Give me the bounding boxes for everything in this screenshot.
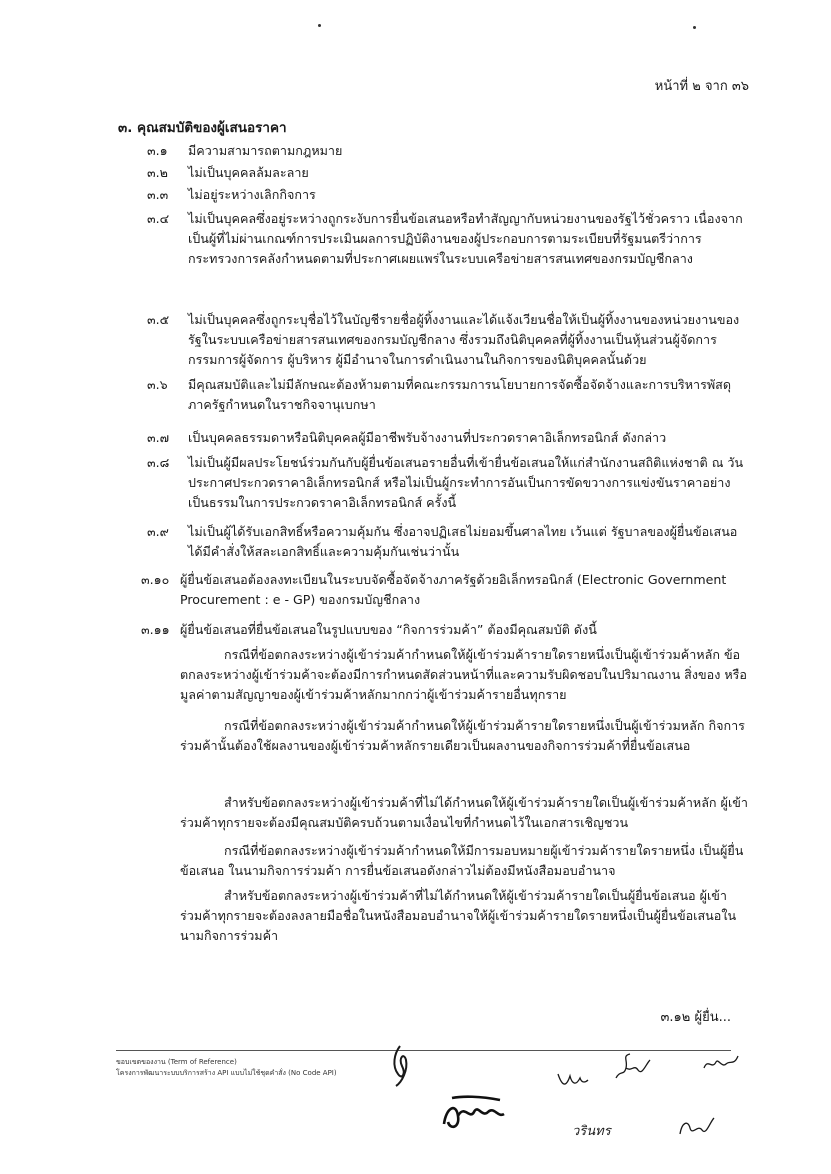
item-text: ผู้ยื่นข้อเสนอที่ยื่นข้อเสนอในรูปแบบของ “กิจการร่วมค้า” ต้องมีคุณสมบัติ ดังนี้ [180, 622, 597, 637]
item-number: ๓.๕ [147, 312, 170, 327]
item-text: ไม่เป็นบุคคลซึ่งถูกระบุชื่อไว้ในบัญชีรายชื่อผู้ทิ้งงานและได้แจ้งเวียนชื่อให้เป็นผู้ทิ้งงานของหน่วยงานของรัฐในระบบเครือข่ายสารสนเทศของกรมบัญชีกลาง ซึ่งรวมถึงนิติบุคคลที่ผู้ทิ้งงานเป็นหุ้นส่วนผู้จัดการ กรรมการผู้จัดการ ผู้บริหาร ผู้มีอำนาจในการดำเนินงานในกิจการของนิติบุคคลนั้นด้วย [188, 312, 740, 368]
continued-marker: ๓.๑๒ ผู้ยื่น... [660, 1010, 731, 1025]
item-number: ๓.๑๑ [141, 622, 170, 637]
item-text: ผู้ยื่นข้อเสนอต้องลงทะเบียนในระบบจัดซื้อจัดจ้างภาครัฐด้วยอิเล็กทรอนิกส์ (Electronic Government Procurement : e - GP) ของกรมบัญชีกลาง [180, 572, 727, 608]
paragraph: กรณีที่ข้อตกลงระหว่างผู้เข้าร่วมค้ากำหนดให้มีการมอบหมายผู้เข้าร่วมค้ารายใดรายหนึ่ง เป็นผู้ยื่นข้อเสนอ ในนามกิจการร่วมค้า การยื่นข้อเสนอดังกล่าวไม่ต้องมีหนังสือมอบอำนาจ [180, 843, 744, 879]
item-text: มีคุณสมบัติและไม่มีลักษณะต้องห้ามตามที่คณะกรรมการนโยบายการจัดซื้อจัดจ้างและการบริหารพัสดุภาครัฐกำหนดในราชกิจจานุเบกษา [188, 377, 732, 413]
signature [440, 1094, 510, 1134]
item-number: ๓.๓ [147, 187, 169, 202]
item-text: ไม่เป็นบุคคลล้มละลาย [188, 165, 309, 180]
paragraph: สำหรับข้อตกลงระหว่างผู้เข้าร่วมค้าที่ไม่ได้กำหนดให้ผู้เข้าร่วมค้ารายใดเป็นผู้เข้าร่วมค้าหลัก ผู้เข้าร่วมค้าทุกรายจะต้องมีคุณสมบัติครบถ้วนตามเงื่อนไขที่กำหนดไว้ในเอกสารเชิญชวน [180, 795, 748, 831]
paragraph: กรณีที่ข้อตกลงระหว่างผู้เข้าร่วมค้ากำหนดให้ผู้เข้าร่วมค้ารายใดรายหนึ่งเป็นผู้เข้าร่วมหลัก กิจการร่วมค้านั้นต้องใช้ผลงานของผู้เข้าร่วมค้าหลักรายเดียวเป็นผลงานของกิจการร่วมค้าที่ยื่นข้อเสนอ [180, 718, 745, 754]
item-text: ไม่เป็นผู้มีผลประโยชน์ร่วมกันกับผู้ยื่นข้อเสนอรายอื่นที่เข้ายื่นข้อเสนอให้แก่สำนักงานสถิติแห่งชาติ ณ วันประกาศประกวดราคาอิเล็กทรอนิกส์ หรือไม่เป็นผู้กระทำการอันเป็นการขัดขวางการแข่งขันราคาอย่างเป็นธรรมในการประกวดราคาอิเล็กทรอนิกส์ ครั้งนี้ [188, 455, 744, 511]
page-number: หน้าที่ ๒ จาก ๓๖ [654, 79, 749, 94]
item-number: ๓.๘ [147, 455, 170, 470]
item-number: ๓.๑ [147, 143, 168, 158]
item-text: ไม่เป็นผู้ได้รับเอกสิทธิ์หรือความคุ้มกัน ซึ่งอาจปฏิเสธไม่ยอมขึ้นศาลไทย เว้นแต่ รัฐบาลของผู้ยื่นข้อเสนอได้มีคำสั่งให้สละเอกสิทธิ์และความคุ้มกันเช่นว่านั้น [188, 524, 738, 560]
signature [610, 1050, 652, 1084]
item-text: มีความสามารถตามกฎหมาย [188, 143, 343, 158]
signature-name: วรินทร [572, 1124, 611, 1139]
scan-mark [693, 26, 696, 29]
signature [700, 1052, 740, 1074]
item-number: ๓.๑๐ [141, 572, 170, 587]
scan-mark [318, 24, 321, 27]
item-number: ๓.๖ [147, 377, 168, 392]
footer-line-1: ขอบเขตของงาน (Term of Reference) [116, 1058, 237, 1066]
signature [676, 1114, 716, 1140]
item-number: ๓.๗ [147, 430, 170, 445]
paragraph: สำหรับข้อตกลงระหว่างผู้เข้าร่วมค้าที่ไม่ได้กำหนดให้ผู้เข้าร่วมค้ารายใดเป็นผู้ยื่นข้อเสนอ ผู้เข้าร่วมค้าทุกรายจะต้องลงลายมือชื่อในหนังสือมอบอำนาจให้ผู้เข้าร่วมค้ารายใดรายหนึ่งเป็นผู้ยื่นข้อเสนอในนามกิจการร่วมค้า [180, 888, 737, 944]
signature [556, 1068, 590, 1092]
footer-line-2: โครงการพัฒนาระบบบริการสร้าง API แบบไม่ใช้ชุดคำสั่ง (No Code API) [116, 1069, 337, 1077]
paragraph: กรณีที่ข้อตกลงระหว่างผู้เข้าร่วมค้ากำหนดให้ผู้เข้าร่วมค้ารายใดรายหนึ่งเป็นผู้เข้าร่วมค้าหลัก ข้อตกลงระหว่างผู้เข้าร่วมค้าจะต้องมีการกำหนดสัดส่วนหน้าที่และความรับผิดชอบในปริมาณงาน สิ่งของ หรือมูลค่าตามสัญญาของผู้เข้าร่วมค้าหลักมากกว่าผู้เข้าร่วมค้ารายอื่นทุกราย [180, 647, 747, 703]
item-text: เป็นบุคคลธรรมดาหรือนิติบุคคลผู้มีอาชีพรับจ้างงานที่ประกวดราคาอิเล็กทรอนิกส์ ดังกล่าว [188, 430, 667, 445]
item-number: ๓.๒ [147, 165, 168, 180]
signature [388, 1044, 412, 1088]
item-text: ไม่เป็นบุคคลซึ่งอยู่ระหว่างถูกระงับการยื่นข้อเสนอหรือทำสัญญากับหน่วยงานของรัฐไว้ชั่วคราว เนื่องจากเป็นผู้ที่ไม่ผ่านเกณฑ์การประเมินผลการปฏิบัติงานของผู้ประกอบการตามระเบียบที่รัฐมนตรีว่าการกระทรวงการคลังกำหนดตามที่ประกาศเผยแพร่ในระบบเครือข่ายสารสนเทศของกรมบัญชีกลาง [188, 211, 743, 267]
item-number: ๓.๔ [147, 211, 170, 226]
item-text: ไม่อยู่ระหว่างเลิกกิจการ [188, 187, 316, 202]
item-number: ๓.๙ [147, 524, 169, 539]
section-heading: ๓. คุณสมบัติของผู้เสนอราคา [118, 120, 287, 136]
